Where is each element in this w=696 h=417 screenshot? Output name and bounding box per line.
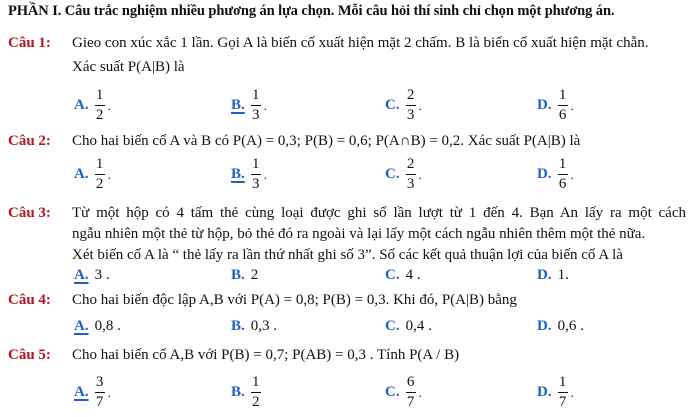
option-letter: D. bbox=[537, 166, 552, 182]
option-letter: B. bbox=[231, 267, 245, 283]
question-2-option-c[interactable]: C. $\frac{2}{3}$ . bbox=[385, 156, 422, 192]
question-3-text-line-2: ngẫu nhiên một thẻ từ hộp, bỏ thẻ đó ra ngoài và lại lấy một cách ngẫu nhiên thêm một thẻ nữa. bbox=[72, 226, 646, 242]
question-4-option-c[interactable] bbox=[385, 318, 432, 335]
question-2-text: Cho hai biến cố A và B có P(A) = 0,3; P(B) = 0,6; P(A∩B) = 0,2. Xác suất P(A|B) là bbox=[72, 133, 581, 149]
option-letter: C. bbox=[385, 267, 400, 283]
question-1-text-line-2: Xác suất P(A|B) là bbox=[72, 59, 185, 75]
question-5-option-d[interactable]: D. $\frac{1}{7}$ . bbox=[537, 374, 574, 410]
question-4-option-b[interactable] bbox=[231, 318, 277, 335]
question-1-option-d[interactable]: D. $\frac{1}{6}$ . bbox=[537, 87, 574, 123]
option-letter: B. bbox=[231, 318, 245, 334]
question-2-label: Câu 2: bbox=[8, 133, 51, 149]
fraction: $\frac{1}{6}$ bbox=[558, 156, 567, 192]
question-3-text-line-1: Từ một hộp có 4 tấm thẻ cùng loại được ghi số lần lượt từ 1 đến 4. Bạn An lấy ra một cách bbox=[72, 205, 686, 221]
question-5-label: Câu 5: bbox=[8, 347, 51, 363]
question-3-option-d[interactable] bbox=[537, 267, 569, 284]
question-5-option-a[interactable]: A. $\frac{3}{7}$ . bbox=[74, 374, 111, 410]
question-2-option-a[interactable]: A. $\frac{1}{2}$ . bbox=[74, 156, 111, 192]
option-letter: A. bbox=[74, 97, 89, 113]
question-4-text: Cho hai biến độc lập A,B với P(A) = 0,8; P(B) = 0,3. Khi đó, P(A|B) bằng bbox=[72, 292, 517, 308]
question-1-text-line-1: Gieo con xúc xắc 1 lần. Gọi A là biến cố xuất hiện mặt 2 chấm. B là biến cố xuất hiện mặt chẵn. bbox=[72, 35, 649, 51]
question-3-label: Câu 3: bbox=[8, 205, 51, 221]
fraction: $\frac{2}{3}$ bbox=[406, 156, 415, 192]
option-value: 2 bbox=[250, 267, 259, 283]
option-letter: B. bbox=[231, 384, 245, 400]
question-3-option-b[interactable] bbox=[231, 267, 258, 284]
question-5-option-c[interactable]: C. $\frac{6}{7}$ . bbox=[385, 374, 422, 410]
option-value: 0,8 . bbox=[94, 318, 121, 334]
option-value: 0,4 . bbox=[405, 318, 432, 334]
option-letter: B. bbox=[231, 97, 245, 113]
option-letter: D. bbox=[537, 97, 552, 113]
fraction: $\frac{2}{3}$ bbox=[406, 87, 415, 123]
option-letter: A. bbox=[74, 384, 89, 400]
question-5-option-b[interactable] bbox=[231, 375, 261, 410]
fraction: $\frac{1}{6}$ bbox=[558, 87, 567, 123]
option-value: 4 . bbox=[405, 267, 421, 283]
question-1-option-b[interactable]: B. $\frac{1}{3}$ . bbox=[231, 87, 268, 123]
question-1-option-c[interactable]: C. $\frac{2}{3}$ . bbox=[385, 87, 422, 123]
fraction: $\frac{1}{7}$ bbox=[558, 374, 567, 410]
option-letter: D. bbox=[537, 384, 552, 400]
option-letter: C. bbox=[385, 384, 400, 400]
fraction: $\frac{3}{7}$ bbox=[95, 374, 104, 410]
question-4-label: Câu 4: bbox=[8, 292, 51, 308]
question-3-option-c[interactable] bbox=[385, 267, 421, 284]
option-letter: C. bbox=[385, 97, 400, 113]
question-4-option-a[interactable] bbox=[74, 318, 121, 335]
fraction: $\frac{1}{2}$ bbox=[95, 87, 104, 123]
question-2-option-b[interactable]: B. $\frac{1}{3}$ . bbox=[231, 156, 268, 192]
fraction: $\frac{6}{7}$ bbox=[406, 374, 415, 410]
option-letter: C. bbox=[385, 318, 400, 334]
option-letter: B. bbox=[231, 166, 245, 182]
question-3-option-a[interactable] bbox=[74, 267, 110, 284]
option-value: 1. bbox=[557, 267, 569, 283]
section-header: PHẦN I. Câu trắc nghiệm nhiều phương án lựa chọn. Mỗi câu hỏi thí sinh chỉ chọn một phương án. bbox=[8, 3, 615, 19]
question-1-label: Câu 1: bbox=[8, 35, 51, 51]
fraction: $\frac{1}{2}$ bbox=[252, 374, 260, 410]
question-2-option-d[interactable]: D. $\frac{1}{6}$ . bbox=[537, 156, 574, 192]
option-letter: A. bbox=[74, 318, 89, 334]
question-3-text-line-3: Xét biến cố A là “ thẻ lấy ra lần thứ nhất ghi số 3”. Số các kết quả thuận lợi của biến cố A là bbox=[72, 247, 623, 263]
question-5-text: Cho hai biến cố A,B với P(B) = 0,7; P(AB) = 0,3 . Tính P(A / B) bbox=[72, 347, 460, 363]
fraction: $\frac{1}{3}$ bbox=[252, 156, 260, 192]
option-value: 0,3 . bbox=[250, 318, 278, 334]
question-4-option-d[interactable] bbox=[537, 318, 584, 335]
fraction: $\frac{1}{2}$ bbox=[95, 156, 104, 192]
option-letter: D. bbox=[537, 267, 552, 283]
option-value: 0,6 . bbox=[557, 318, 584, 334]
question-1-option-a[interactable]: A. $\frac{1}{2}$ . bbox=[74, 87, 111, 123]
fraction: $\frac{1}{3}$ bbox=[252, 87, 260, 123]
option-letter: A. bbox=[74, 267, 89, 283]
option-letter: C. bbox=[385, 166, 400, 182]
option-value: 3 . bbox=[94, 267, 110, 283]
option-letter: D. bbox=[537, 318, 552, 334]
option-letter: A. bbox=[74, 166, 89, 182]
